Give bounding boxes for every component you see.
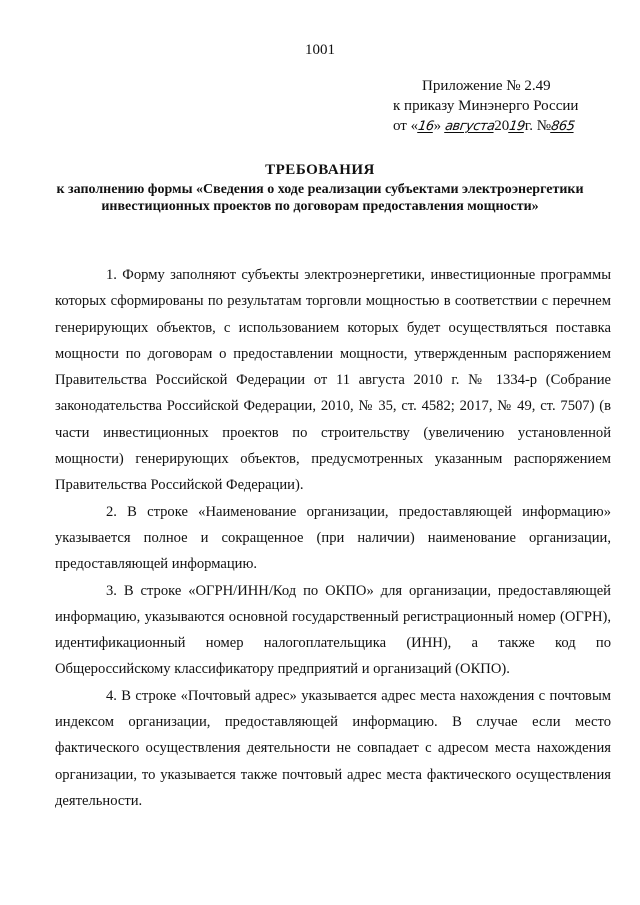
handwritten-order-number: 865 <box>550 119 576 134</box>
paragraph-2: 2. В строке «Наименование организации, предоставляющей информацию» указывается полное и сокращенное (при наличии) наименование организации, предоставляющей информацию. <box>55 503 611 573</box>
appendix-header <box>393 76 613 137</box>
paragraph-4: 4. В строке «Почтовый адрес» указывается адрес места нахождения с почтовым индексом организации, предоставляющей информацию. В случае если место фактического осуществления деятельности не совпадает с адресом места нахождения организации, то указывается также почтовый адрес места фактического осуществления деятельности. <box>55 687 611 809</box>
paragraph-1: 1. Форму заполняют субъекты электроэнергетики, инвестиционные программы которых сформированы по результатам торговли мощностью в соответствии с перечнем генерирующих объектов, с использованием которых будет осуществляться поставка мощности по договорам о предоставлении мощности, утвержденным распоряжением Правительства Российской Федерации от 11 августа 2010 г. № 1334-р (Собрание законодательства Российской Федерации, 2010, № 35, ст. 4582; 2017, № 49, ст. 7507) (в части инвестиционных проектов по строительству (увеличению установленной мощности) генерирующих объектов, предусмотренных указанным распоряжением Правительства Российской Федерации). <box>55 267 611 494</box>
document-subtitle: к заполнению формы «Сведения о ходе реализации субъектами электроэнергетики инвестиционных проектов по договорам предоставления мощности» <box>56 182 584 214</box>
year-prefix: 20 <box>494 118 510 134</box>
handwritten-month: августа <box>443 119 496 134</box>
appendix-label: Приложение № 2.49 <box>422 78 551 94</box>
document-body <box>55 262 611 814</box>
year-suffix-number-label: г. № <box>524 118 552 134</box>
order-reference: к приказу Минэнерго России <box>393 98 579 114</box>
paragraph-3: 3. В строке «ОГРН/ИНН/Код по ОКПО» для организации, предоставляющей информацию, указываются основной государственный регистрационный номер (ОГРН), идентификационный номер налогоплательщика (ИНН), а также код по Общероссийскому классификатору предприятий и организаций (ОКПО). <box>55 582 611 678</box>
document-title: ТРЕБОВАНИЯ <box>265 162 375 178</box>
order-date-line <box>393 116 613 137</box>
page-number: 1001 <box>305 42 335 58</box>
date-prefix: от « <box>393 118 419 134</box>
document-heading <box>40 160 600 215</box>
handwritten-day: 16 <box>417 119 435 134</box>
quote-close: » <box>433 118 442 134</box>
handwritten-year: 19 <box>508 119 526 134</box>
